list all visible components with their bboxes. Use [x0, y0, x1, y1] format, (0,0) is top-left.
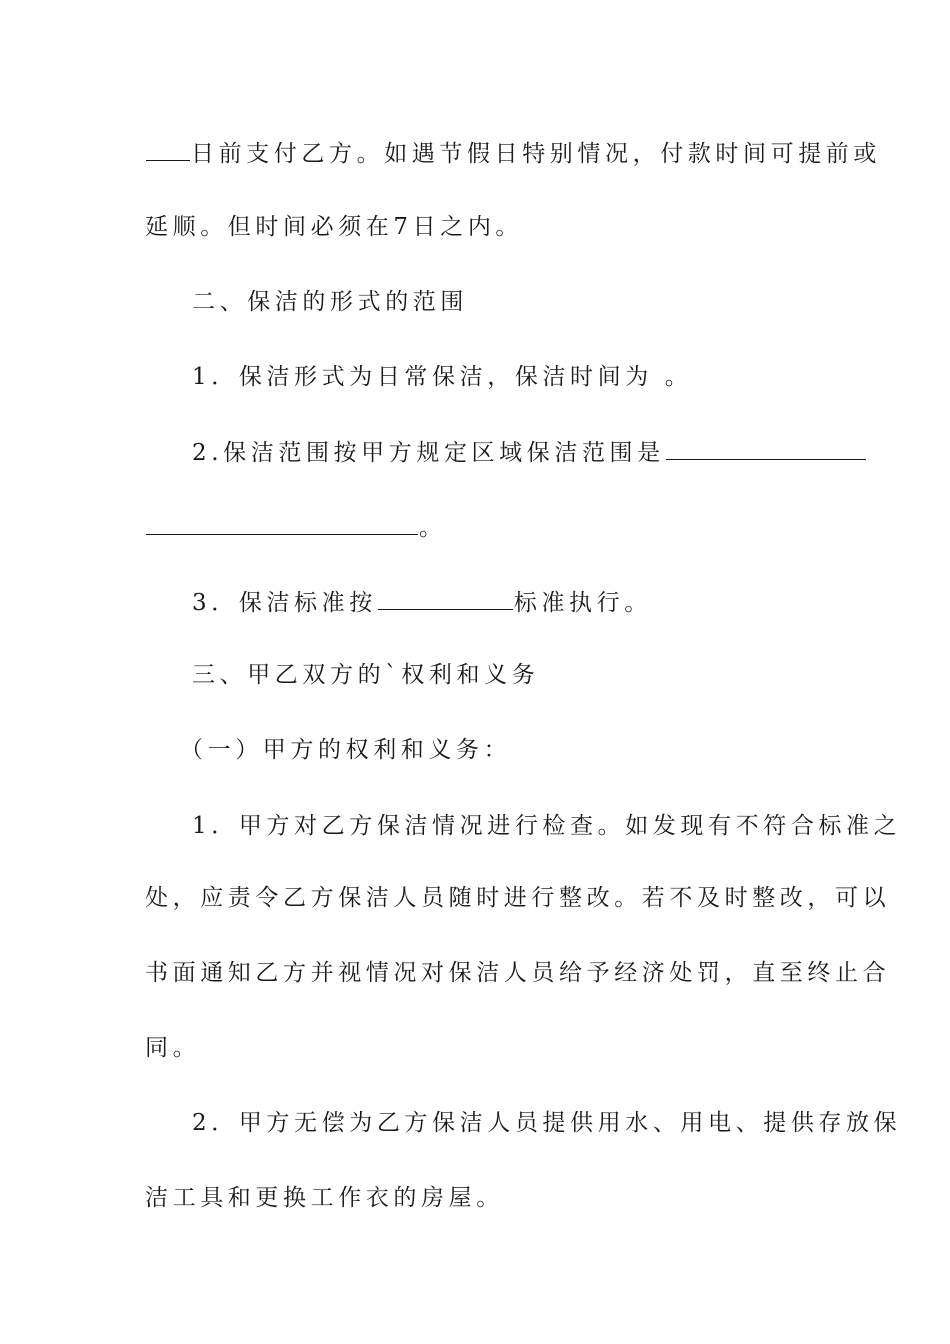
- paragraph-line-2: 延顺。但时间必须在7日之内。: [145, 214, 524, 240]
- fill-in-blank: [146, 512, 418, 535]
- fill-in-blank: [146, 138, 190, 161]
- clause-2-2: [192, 437, 812, 468]
- line-text: 。: [419, 515, 447, 541]
- line-text: 日前支付乙方。如遇节假日特别情况，付款时间可提前或: [191, 141, 881, 167]
- section-heading-2: 二、保洁的形式的范围: [192, 289, 468, 315]
- paragraph-line-1: [145, 138, 881, 169]
- line-text: 2.保洁范围按甲方规定区域保洁范围是: [192, 440, 665, 466]
- clause-2-1: 1．保洁形式为日常保洁，保洁时间为 。: [192, 364, 693, 390]
- section-heading-3: 三、甲乙双方的`权利和义务: [192, 662, 540, 688]
- clause-3-2-line-2: 洁工具和更换工作衣的房屋。: [145, 1185, 504, 1211]
- line-text: 3．保洁标准按: [192, 590, 377, 616]
- fill-in-blank: [666, 437, 866, 460]
- clause-3-1-line-4: 同。: [145, 1035, 201, 1061]
- clause-3-2-line-1: 2．甲方无偿为乙方保洁人员提供用水、用电、提供存放保: [192, 1110, 902, 1136]
- clause-2-3: [192, 587, 857, 618]
- clause-3-1-line-3: 书面通知乙方并视情况对保洁人员给予经济处罚，直至终止合: [145, 960, 891, 986]
- fill-in-blank: [378, 587, 513, 610]
- clause-3-1-line-1: 1．甲方对乙方保洁情况进行检查。如发现有不符合标准之: [192, 813, 902, 839]
- line-text: 标准执行。: [513, 590, 652, 616]
- clause-3-1-line-2: 处，应责令乙方保洁人员随时进行整改。若不及时整改，可以: [145, 885, 891, 911]
- subsection-heading-1: （一）甲方的权利和义务：: [180, 737, 512, 763]
- clause-2-2-continued: [145, 512, 810, 543]
